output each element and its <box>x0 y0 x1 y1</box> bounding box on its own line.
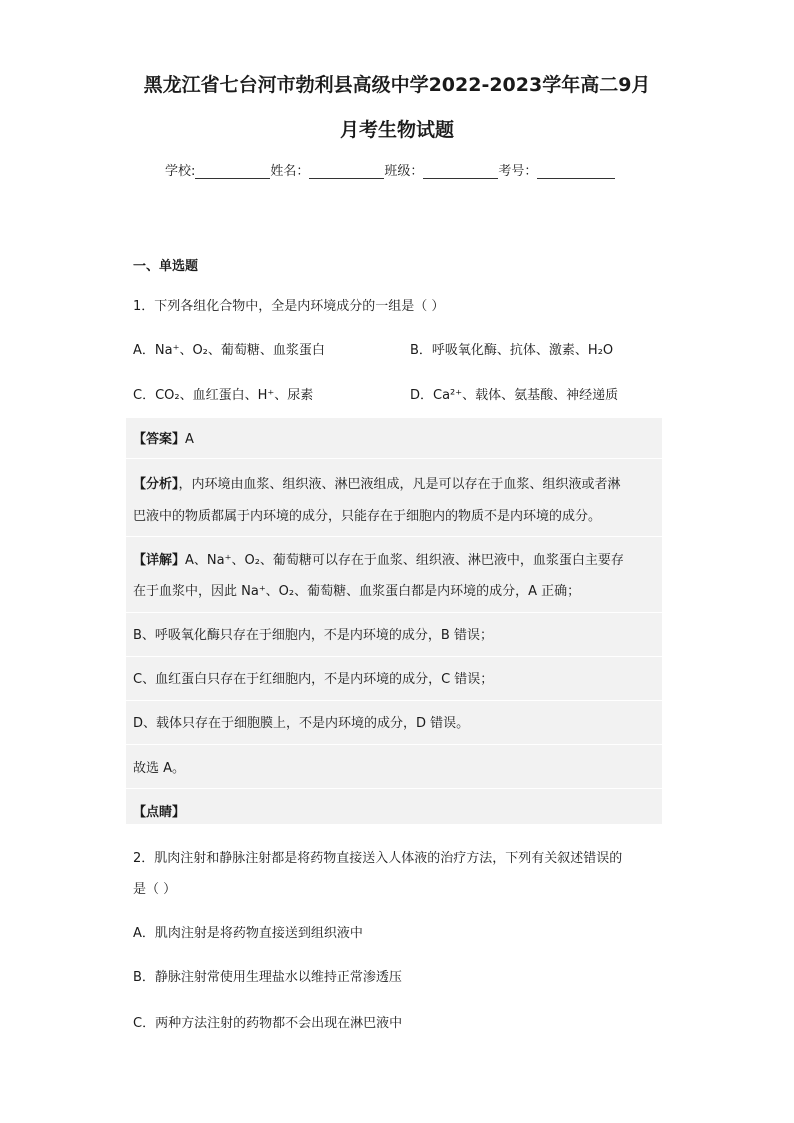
divider <box>126 612 662 613</box>
section-heading: 一、单选题 <box>133 259 199 274</box>
q1-conclusion: 故选 A。 <box>133 761 186 776</box>
analysis-label: 【分析】 <box>133 477 179 492</box>
divider <box>126 656 662 657</box>
divider <box>126 744 662 745</box>
class-blank <box>423 164 498 179</box>
q2-stem-line2: 是（ ） <box>133 882 177 897</box>
q1-detail-d: D、载体只存在于细胞膜上，不是内环境的成分，D 错误。 <box>133 716 470 731</box>
divider <box>126 536 662 537</box>
q1-analysis-line2: 巴液中的物质都属于内环境的成分，只能存在于细胞内的物质不是内环境的成分。 <box>133 509 602 524</box>
doc-title-line1: 黑龙江省七台河市勃利县高级中学2022-2023学年高二9月 <box>143 74 651 96</box>
q2-option-a: A．肌肉注射是将药物直接送到组织液中 <box>133 926 363 941</box>
school-label: 学校: <box>165 164 196 179</box>
name-label: 姓名： <box>270 164 310 179</box>
exam-no-label: 考号： <box>498 164 538 179</box>
detail-text: A、Na⁺、O₂、葡萄糖可以存在于血浆、组织液、淋巴液中，血浆蛋白主要存 <box>185 553 624 568</box>
q1-answer <box>133 428 194 447</box>
q1-option-a: A．Na⁺、O₂、葡萄糖、血浆蛋白 <box>133 343 325 358</box>
q2-option-b: B．静脉注射常使用生理盐水以维持正常渗透压 <box>133 970 402 985</box>
detail-label: 【详解】 <box>133 553 186 568</box>
q1-option-d: D．Ca²⁺、载体、氨基酸、神经递质 <box>410 388 619 403</box>
q1-stem: 1．下列各组化合物中，全是内环境成分的一组是（ ） <box>133 299 445 314</box>
name-blank <box>309 164 384 179</box>
q1-detail-line2: 在于血浆中，因此 Na⁺、O₂、葡萄糖、血浆蛋白都是内环境的成分，A 正确； <box>133 584 581 599</box>
answer-value: A <box>185 432 194 447</box>
answer-label: 【答案】 <box>133 432 186 447</box>
exam-no-blank <box>537 164 615 179</box>
analysis-text: ，内环境由血浆、组织液、淋巴液组成，凡是可以存在于血浆、组织液或者淋 <box>178 477 621 492</box>
student-info-row <box>165 160 615 179</box>
q1-detail-b: B、呼吸氧化酶只存在于细胞内，不是内环境的成分，B 错误； <box>133 628 493 643</box>
q1-option-c: C．CO₂、血红蛋白、H⁺、尿素 <box>133 388 314 403</box>
q1-detail-line1 <box>133 549 624 568</box>
q1-option-b: B．呼吸氧化酶、抗体、激素、H₂O <box>410 343 614 358</box>
q2-option-c: C．两种方法注射的药物都不会出现在淋巴液中 <box>133 1016 403 1031</box>
q2-stem-line1: 2．肌肉注射和静脉注射都是将药物直接送入人体液的治疗方法，下列有关叙述错误的 <box>133 851 623 866</box>
doc-title-line2: 月考生物试题 <box>339 119 454 141</box>
school-blank <box>195 164 270 179</box>
class-label: 班级： <box>384 164 424 179</box>
q1-analysis-line1 <box>133 473 621 492</box>
divider <box>126 700 662 701</box>
q1-comment-label: 【点睛】 <box>133 805 186 820</box>
divider <box>126 788 662 789</box>
q1-detail-c: C、血红蛋白只存在于红细胞内，不是内环境的成分，C 错误； <box>133 672 494 687</box>
divider <box>126 458 662 459</box>
